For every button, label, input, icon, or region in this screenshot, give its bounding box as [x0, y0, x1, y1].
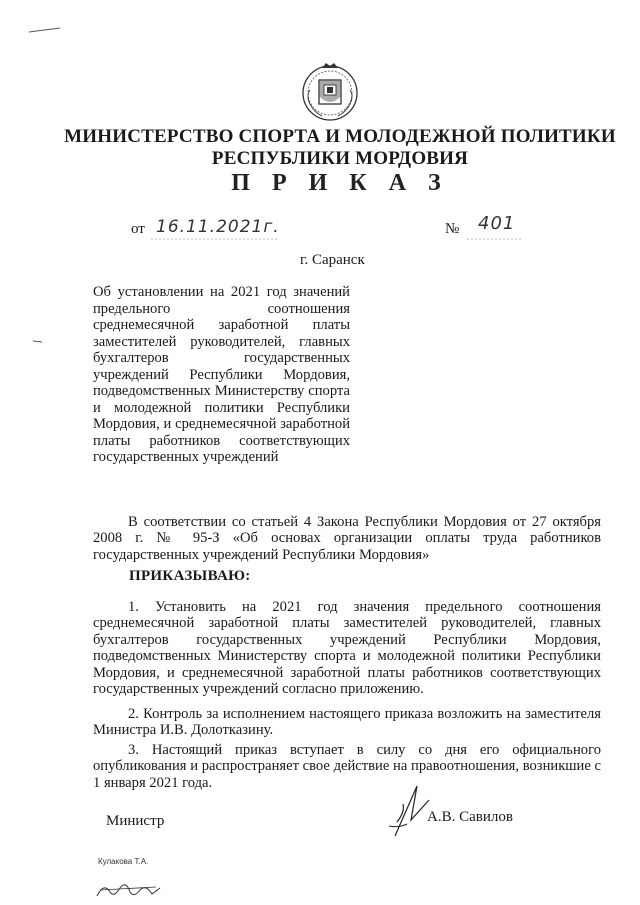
city: г. Саранск: [300, 252, 365, 268]
decree-word: ПРИКАЗЫВАЮ:: [129, 568, 251, 584]
signature-position: Министр: [106, 813, 165, 829]
executor-name: Кулакова Т.А.: [98, 857, 149, 866]
order-item-3: 3. Настоящий приказ вступает в силу со дня его официального опубликования и распространяет свое действие на правоотношения, возникшие с 1 января 2021 года.: [93, 742, 601, 791]
preamble: В соответствии со статьей 4 Закона Республики Мордовия от 27 октября 2008 г. № 95-З «Об основах организации оплаты труда работников государственных учреждений Республики Мордовия»: [93, 514, 601, 563]
approval-initials-mark: [94, 878, 164, 900]
date-prefix: от: [131, 221, 145, 237]
number-handwritten: 401: [478, 213, 516, 234]
number-underline: [466, 237, 524, 241]
scan-mark-top: [28, 26, 62, 34]
coat-of-arms-emblem: [298, 60, 362, 124]
ministry-name-line2: РЕСПУБЛИКИ МОРДОВИЯ: [211, 148, 469, 169]
order-item-2: 2. Контроль за исполнением настоящего приказа возложить на заместителя Министра И.В. Долотказину.: [93, 706, 601, 739]
number-prefix: №: [445, 221, 460, 237]
document-subject: Об установлении на 2021 год значений предельного соотношения среднемесячной заработной платы заместителей руководителей, главных бухгалтеров государственных учреждений Республики Мордовия, подведомственных Министерству спорта и молодежной политики Республики Мордовия, и среднемесячной заработной платы работников соответствующих государственных учреждений: [93, 284, 350, 465]
scan-mark-left: [32, 338, 44, 344]
order-item-1: 1. Установить на 2021 год значения предельного соотношения среднемесячной заработной платы заместителей руководителей, главных бухгалтеров государственных учреждений Республики Мордовия, подведомственных Министерству спорта и молодежной политики Республики Мордовия, и среднемесячной заработной платы работников соответствующих государственных учреждений согласно приложению.: [93, 599, 601, 698]
date-underline: [150, 237, 280, 241]
date-handwritten: 16.11.2021г.: [156, 217, 280, 237]
ministry-name-line1: МИНИСТЕРСТВО СПОРТА И МОЛОДЕЖНОЙ ПОЛИТИКИ: [64, 126, 616, 147]
document-type-title: П Р И К А З: [231, 170, 449, 196]
signature-name: А.В. Савилов: [427, 809, 513, 825]
